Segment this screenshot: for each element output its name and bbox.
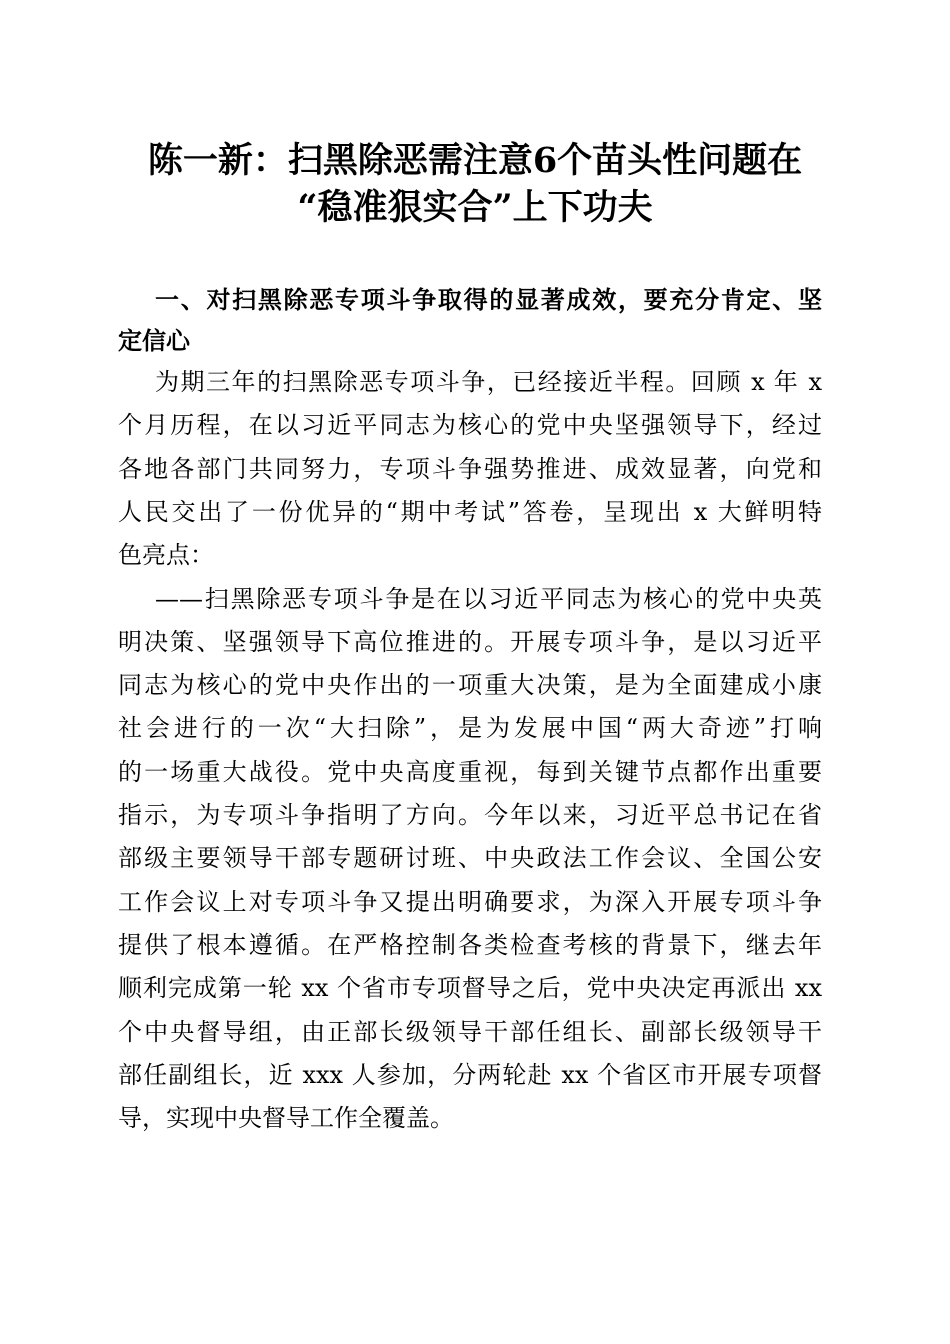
text-line: 个中央督导组，由正部长级领导干部任组长、副部长级领导干 [118, 1017, 822, 1046]
title-line-1: 陈一新：扫黑除恶需注意6个苗头性问题在 [147, 140, 803, 181]
text-line: 同志为核心的党中央作出的一项重大决策，是为全面建成小康 [118, 671, 822, 700]
title-line-2: “稳准狠实合”上下功夫 [297, 187, 653, 228]
text-line: 个月历程，在以习近平同志为核心的党中央坚强领导下，经过 [118, 411, 822, 440]
text-line: 顺利完成第一轮 xx 个省市专项督导之后，党中央决定再派出 xx [118, 974, 822, 1003]
text-line: 各地各部门共同努力，专项斗争强势推进、成效显著，向党和 [118, 454, 822, 483]
text-line: 为期三年的扫黑除恶专项斗争，已经接近半程。回顾 x 年 x [155, 368, 822, 396]
text-line: 社会进行的一次“大扫除”，是为发展中国“两大奇迹”打响 [118, 714, 822, 743]
text-line: 部任副组长，近 xxx 人参加，分两轮赴 xx 个省区市开展专项督 [118, 1060, 822, 1089]
text-line: 定信心 [118, 327, 190, 355]
text-line: 色亮点： [118, 541, 214, 570]
text-line: 一、对扫黑除恶专项斗争取得的显著成效，要充分肯定、坚 [155, 286, 822, 314]
text-line: 明决策、坚强领导下高位推进的。开展专项斗争，是以习近平 [118, 627, 822, 656]
text-line: 工作会议上对专项斗争又提出明确要求，为深入开展专项斗争 [118, 887, 822, 916]
text-line: 人民交出了一份优异的“期中考试”答卷，呈现出 x 大鲜明特 [118, 497, 822, 526]
text-line: 的一场重大战役。党中央高度重视，每到关键节点都作出重要 [118, 757, 822, 786]
document-title [0, 137, 950, 231]
text-line: ——扫黑除恶专项斗争是在以习近平同志为核心的党中央英 [155, 584, 822, 613]
text-line: 提供了根本遵循。在严格控制各类检查考核的背景下，继去年 [118, 930, 822, 959]
text-line: 部级主要领导干部专题研讨班、中央政法工作会议、全国公安 [118, 844, 822, 873]
text-line: 导，实现中央督导工作全覆盖。 [118, 1104, 454, 1133]
text-line: 指示，为专项斗争指明了方向。今年以来，习近平总书记在省 [118, 801, 822, 829]
